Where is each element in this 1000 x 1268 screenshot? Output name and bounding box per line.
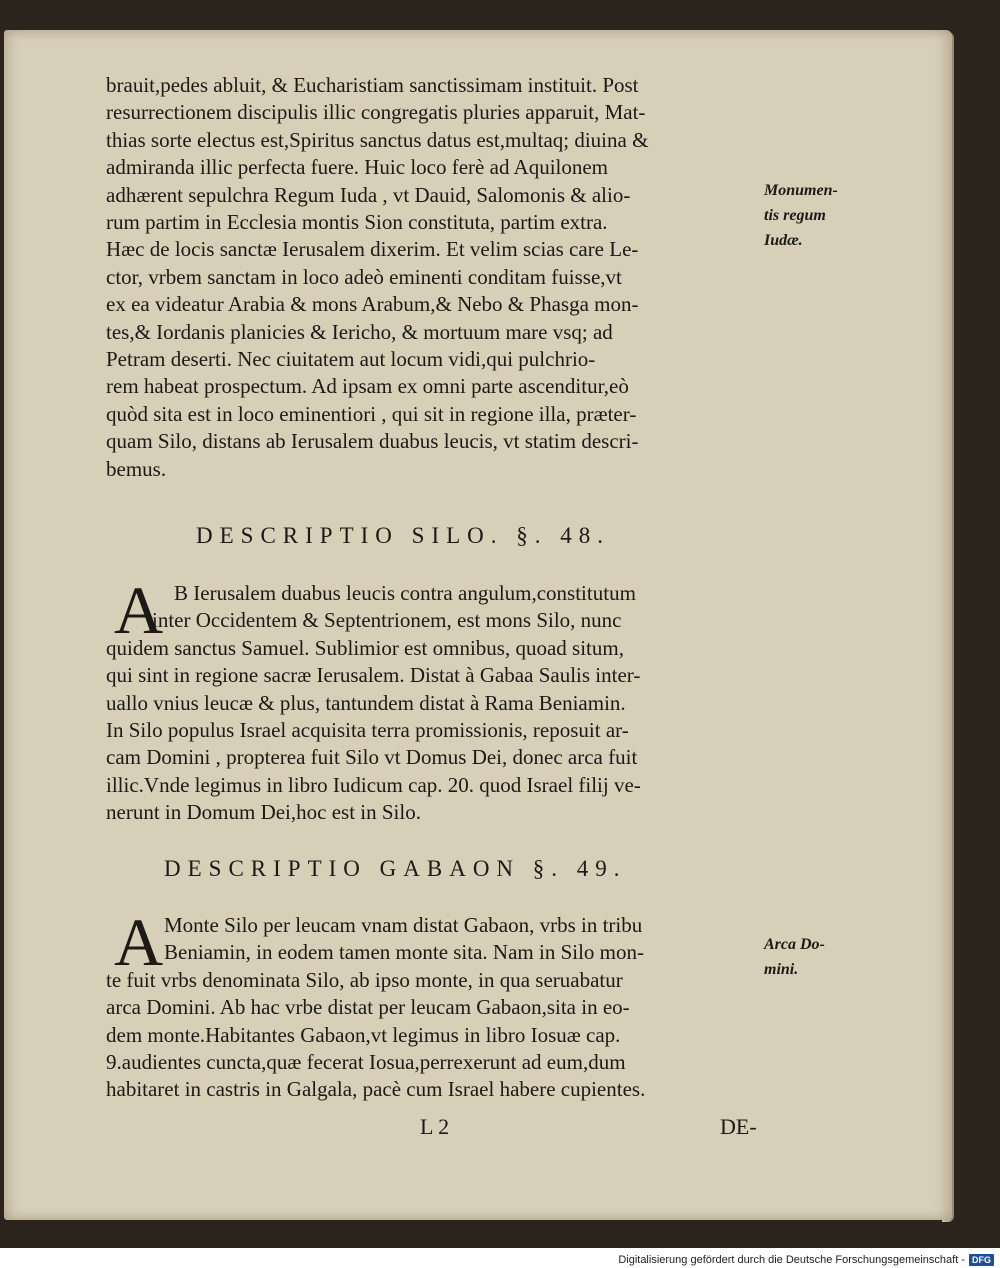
text-line: In Silo populus Israel acquisita terra promissionis, reposuit ar-	[106, 718, 629, 743]
text-line: Beniamin, in eodem tamen monte sita. Nam in Silo mon-	[164, 940, 645, 965]
text-line: B Ierusalem duabus leucis contra angulum,constitutum	[174, 581, 636, 605]
text-line: 9.audientes cuncta,quæ fecerat Iosua,perrexerunt ad eum,dum	[106, 1050, 626, 1075]
text-line: admiranda illic perfecta fuere. Huic loco ferè ad Aquilonem	[106, 155, 609, 180]
section-heading-gabaon: DESCRIPTIO GABAON §. 49.	[164, 856, 627, 881]
paragraph-silo	[106, 572, 790, 827]
text-line: te fuit vrbs denominata Silo, ab ipso monte, in qua seruabatur	[106, 967, 623, 992]
margin-note-line: Iudæ.	[764, 232, 803, 249]
text-line: resurrectionem discipulis illic congregatis pluries apparuit, Mat-	[106, 100, 646, 125]
margin-note-line: mini.	[764, 961, 799, 978]
text-line: rum partim in Ecclesia montis Sion constituta, partim extra.	[106, 210, 608, 235]
text-line: Hæc de locis sanctæ Ierusalem dixerim. Et velim scias care Le-	[106, 237, 639, 262]
text-line: quam Silo, distans ab Ierusalem duabus leucis, vt statim descri-	[106, 429, 639, 454]
text-line: Monte Silo per leucam vnam distat Gabaon, vrbs in tribu	[164, 913, 643, 937]
text-line: inter Occidentem & Septentrionem, est mons Silo, nunc	[152, 608, 622, 633]
text-line: arca Domini. Ab hac vrbe distat per leucam Gabaon,sita in eo-	[106, 995, 630, 1020]
text-line: Petram deserti. Nec ciuitatem aut locum vidi,qui pulchrio-	[106, 347, 596, 372]
text-line: quòd sita est in loco eminentiori , qui sit in regione illa, præter-	[106, 401, 637, 426]
credit-text: Digitalisierung gefördert durch die Deutsche Forschungsgemeinschaft -	[618, 1254, 965, 1266]
margin-note-arca	[764, 932, 825, 982]
text-line: ctor, vrbem sanctam in loco adeò eminenti conditam fuisse,vt	[106, 264, 622, 289]
text-line: brauit,pedes abluit, & Eucharistiam sanctissimam instituit. Post	[106, 73, 639, 97]
text-line: bemus.	[106, 456, 167, 481]
text-line: tes,& Iordanis planicies & Iericho, & mortuum mare vsq; ad	[106, 319, 613, 344]
dfg-logo: DFG	[969, 1254, 994, 1266]
text-line: adhærent sepulchra Regum Iuda , vt Dauid, Salomonis & alio-	[106, 182, 631, 207]
drop-cap: A	[114, 572, 164, 648]
section-heading-silo: DESCRIPTIO SILO. §. 48.	[196, 523, 611, 548]
margin-note-line: tis regum	[764, 207, 826, 224]
text-line: uallo vnius leucæ & plus, tantundem distat à Rama Beniamin.	[106, 690, 626, 715]
text-line: habitaret in castris in Galgala, pacè cum Israel habere cupientes.	[106, 1077, 646, 1102]
text-line: qui sint in regione sacræ Ierusalem. Distat à Gabaa Saulis inter-	[106, 663, 641, 688]
text-line: thias sorte electus est,Spiritus sanctus datus est,multaq; diuina &	[106, 127, 649, 152]
text-line: dem monte.Habitantes Gabaon,vt legimus in libro Iosuæ cap.	[106, 1022, 621, 1047]
text-line: cam Domini , propterea fuit Silo vt Domus Dei, donec arca fuit	[106, 745, 638, 770]
text-line: nerunt in Domum Dei,hoc est in Silo.	[106, 800, 421, 825]
text-line: illic.Vnde legimus in libro Iudicum cap. 20. quod Israel filij ve-	[106, 772, 641, 797]
margin-note-line: Monumen-	[764, 182, 838, 199]
catchword: DE-	[720, 1114, 757, 1139]
margin-note-line: Arca Do-	[764, 936, 825, 953]
text-line: quidem sanctus Samuel. Sublimior est omnibus, quoad situm,	[106, 635, 624, 660]
paragraph-top	[106, 72, 790, 483]
text-line: ex ea videatur Arabia & mons Arabum,& Nebo & Phasga mon-	[106, 292, 639, 317]
signature-mark: L 2	[420, 1114, 450, 1139]
text-line: rem habeat prospectum. Ad ipsam ex omni parte ascenditur,eò	[106, 374, 629, 399]
margin-note-monumentis	[764, 178, 838, 253]
digitization-credit	[618, 1252, 994, 1268]
drop-cap: A	[114, 904, 164, 980]
paragraph-gabaon	[106, 904, 790, 1104]
